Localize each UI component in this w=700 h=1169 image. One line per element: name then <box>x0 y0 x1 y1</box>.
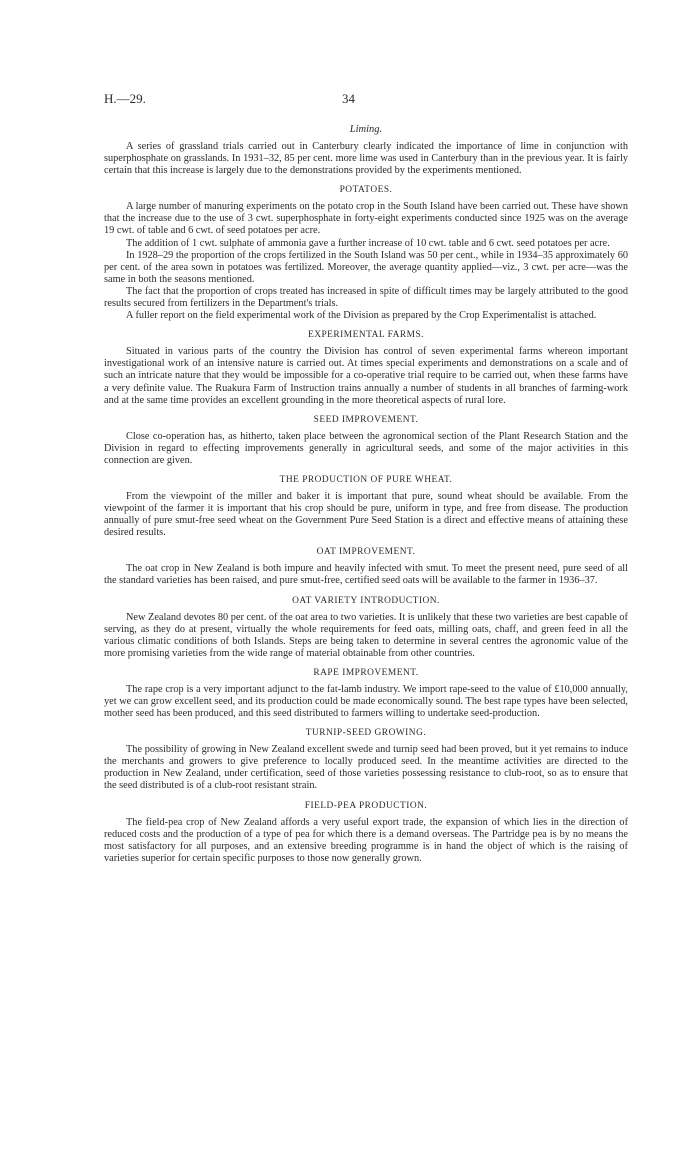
paragraph: New Zealand devotes 80 per cent. of the oat area to two varieties. It is unlikely that these two varieties are best capable of serving, as they do at present, virtually the whole requirements for feed oats, milling oats, chaff, and green feed in all the various climatic conditions of both Islands. Steps are being taken to determine in several centres the agronomic value of the more promising varieties from the wide range of material obtainable from other countries. <box>104 611 628 659</box>
section-experimental-farms <box>104 329 628 406</box>
section-heading: FIELD-PEA PRODUCTION. <box>304 800 428 811</box>
paragraph: Situated in various parts of the country the Division has control of seven experimental farms whereon important investigational work of an intensive nature is carried out. At times special experiments and demonstrations on a scale and of such an intricate nature that they would be impossible for a co-operative trial require to be carried out, when these farms have a very definite value. The Ruakura Farm of Instruction trains annually a number of students in all branches of farming-work and at the same time provides an excellent grounding in the more theoretical aspects of rural lore. <box>104 346 628 406</box>
paragraph: A series of grassland trials carried out in Canterbury clearly indicated the importance of lime in conjunction with superphosphate on grasslands. In 1931–32, 85 per cent. more lime was used in Canterbury than in the previous year. It is fairly certain that this increase is largely due to the demonstrations provided by the experiments mentioned. <box>104 141 628 177</box>
section-heading: TURNIP-SEED GROWING. <box>305 728 427 739</box>
paragraph: In 1928–29 the proportion of the crops fertilized in the South Island was 50 per cent., while in 1934–35 approximately 60 per cent. of the area sown in potatoes was fertilized. Moreover, the average quantity applied—viz., 3 cwt. per acre—was the same in both the seasons mentioned. <box>104 249 628 285</box>
section-heading: POTATOES. <box>339 185 393 196</box>
paragraph: The fact that the proportion of crops treated has increased in spite of difficult times may be largely attributed to the good results secured from fertilizers in the Department's trials. <box>104 285 628 310</box>
document-body <box>104 124 628 872</box>
paragraph: Close co-operation has, as hitherto, taken place between the agronomical section of the Plant Research Station and the Division in regard to effecting improvements generally in agricultural seeds, and some of the major activities in this connection are given. <box>104 430 628 466</box>
section-heading: RAPE IMPROVEMENT. <box>313 667 419 678</box>
section-heading: OAT VARIETY INTRODUCTION. <box>292 595 440 606</box>
paragraph: The addition of 1 cwt. sulphate of ammonia gave a further increase of 10 cwt. table and 6 cwt. seed potatoes per acre. <box>126 237 610 249</box>
section-oat-variety-introduction <box>104 595 628 660</box>
section-oat-improvement <box>104 546 628 587</box>
paragraph: The oat crop in New Zealand is both impure and heavily infected with smut. To meet the present need, pure seed of all the standard varieties has been raised, and pure smut-free, certified seed oats will be available to the farmer in 1936–37. <box>104 563 628 587</box>
paragraph: The possibility of growing in New Zealand excellent swede and turnip seed had been proved, but it yet remains to induce the merchants and growers to give preference to locally produced seed. In the meantime activities are directed to the production in New Zealand, under certification, seed of those varieties possessing resistance to club-root, so as to ensure that the seed distributed is of a club-root resistant strain. <box>104 744 628 792</box>
section-rape-improvement <box>104 667 628 720</box>
section-heading: OAT IMPROVEMENT. <box>316 547 416 558</box>
section-heading: Liming. <box>349 124 383 135</box>
section-pure-wheat <box>104 474 628 539</box>
section-seed-improvement <box>104 414 628 467</box>
section-liming <box>104 124 628 177</box>
section-heading: THE PRODUCTION OF PURE WHEAT. <box>279 474 453 485</box>
paragraph: A fuller report on the field experimental work of the Division as prepared by the Crop Experimentalist is attached. <box>126 310 597 322</box>
section-heading: SEED IMPROVEMENT. <box>313 414 419 425</box>
section-turnip-seed-growing <box>104 727 628 792</box>
paragraph: A large number of manuring experiments on the potato crop in the South Island have been carried out. These have shown that the increase due to the use of 3 cwt. superphosphate in forty-eight experiments conducted since 1925 was on the average 19 cwt. of table and 6 cwt. of seed potatoes per acre. <box>104 201 628 237</box>
paragraph: The rape crop is a very important adjunct to the fat-lamb industry. We import rape-seed to the value of £10,000 annually, yet we can grow excellent seed, and its production could be made economically sound. The best rape types have been selected, mother seed has been produced, and this seed distributed to farmers willing to undertake seed-production. <box>104 683 628 720</box>
document-reference: H.—29. <box>104 91 146 106</box>
page-number: 34 <box>342 91 355 106</box>
section-potatoes <box>104 184 628 322</box>
section-field-pea-production <box>104 800 628 865</box>
paragraph: The field-pea crop of New Zealand affords a very useful export trade, the expansion of which lies in the direction of reduced costs and the production of a type of pea for which there is a demand overseas. The Partridge pea is by no means the most satisfactory for all purposes, and an extensive breeding programme is in hand the object of which is the raising of varieties superior for certain specific purposes to those now generally grown. <box>104 816 628 864</box>
paragraph: From the viewpoint of the miller and baker it is important that pure, sound wheat should be available. From the viewpoint of the farmer it is important that his crop should be pure, uniform in type, and free from disease. The production annually of pure smut-free seed wheat on the Government Pure Seed Station is a direct and effective means of attaining these desired results. <box>104 490 628 539</box>
section-heading: EXPERIMENTAL FARMS. <box>307 330 425 341</box>
